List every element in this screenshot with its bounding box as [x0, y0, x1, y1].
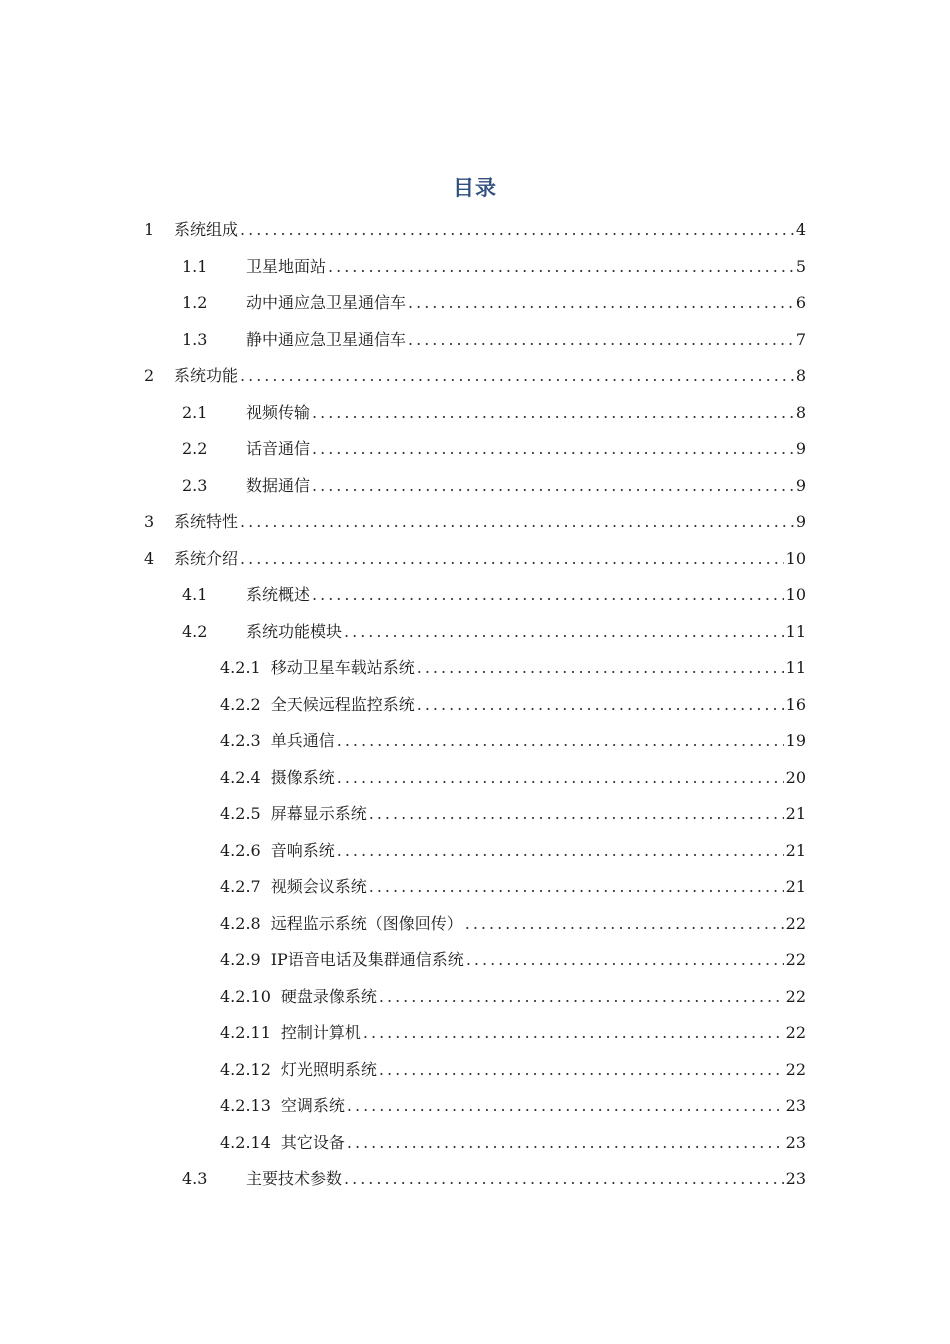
toc-entry-number: 4.2.11	[220, 1023, 271, 1042]
toc-dot-leader	[337, 723, 784, 759]
toc-entry-title: 空调系统	[280, 1096, 345, 1115]
toc-entry-number: 4.2.9	[220, 950, 261, 969]
toc-entry-page: 19	[785, 731, 806, 750]
toc-dot-leader	[379, 979, 784, 1015]
toc-entry-title: 音响系统	[270, 840, 335, 860]
toc-entry[interactable]	[144, 541, 806, 577]
toc-entry-page: 8	[795, 402, 806, 422]
toc-entry-title: 系统功能模块	[246, 621, 343, 641]
toc-dot-leader	[417, 687, 784, 723]
toc-entry-number: 1.1	[182, 256, 208, 276]
toc-dot-leader	[312, 468, 794, 504]
toc-entry[interactable]	[220, 906, 806, 942]
toc-entry-title: 数据通信	[246, 475, 311, 495]
toc-entry-page: 21	[785, 877, 806, 896]
toc-dot-leader	[240, 504, 794, 540]
toc-entry-number: 2.1	[182, 402, 208, 422]
toc-entry-title: 系统介绍	[174, 548, 239, 568]
toc-entry[interactable]	[220, 650, 806, 686]
toc-entry-page: 21	[785, 804, 806, 823]
toc-entry-title: 单兵通信	[270, 731, 335, 750]
toc-entry[interactable]	[182, 431, 806, 467]
toc-entry-page: 22	[785, 1059, 806, 1079]
toc-entry[interactable]	[182, 614, 806, 650]
toc-entry-number: 4.2.1	[220, 658, 261, 677]
toc-entry[interactable]	[220, 833, 806, 869]
toc-entry-title: IP语音电话及集群通信系统	[270, 950, 464, 969]
toc-entry[interactable]	[182, 577, 806, 613]
toc-entry-number: 4.2.6	[220, 840, 261, 860]
toc-entry[interactable]	[220, 942, 806, 978]
toc-entry-page: 9	[795, 439, 806, 458]
toc-entry[interactable]	[220, 869, 806, 905]
toc-entry[interactable]	[220, 1052, 806, 1088]
toc-dot-leader	[344, 614, 784, 650]
toc-entry[interactable]	[220, 1088, 806, 1124]
toc-entry-title: 系统组成	[174, 220, 239, 239]
toc-dot-leader	[379, 1052, 784, 1088]
toc-entry-page: 7	[795, 329, 806, 349]
toc-entry-page: 23	[785, 1096, 806, 1115]
toc-entry-number: 4.2.7	[220, 877, 261, 896]
toc-entry-title: 系统功能	[174, 366, 239, 385]
toc-entry[interactable]	[182, 285, 806, 321]
toc-entry-title: 硬盘录像系统	[280, 986, 377, 1006]
toc-entry-page: 21	[785, 840, 806, 860]
toc-dot-leader	[240, 358, 794, 394]
toc-entry[interactable]	[220, 723, 806, 759]
toc-entry-title: 动中通应急卫星通信车	[246, 293, 407, 312]
toc-entry[interactable]	[144, 358, 806, 394]
toc-entry-number: 4.2.2	[220, 694, 261, 714]
toc-entry-number: 3	[144, 512, 155, 531]
toc-dot-leader	[465, 906, 784, 942]
toc-entry-number: 4.2.13	[220, 1096, 271, 1115]
toc-entry-page: 4	[795, 220, 806, 239]
toc-entry[interactable]	[220, 796, 806, 832]
toc-entry-number: 4.2.3	[220, 731, 261, 750]
toc-entry-page: 16	[785, 694, 806, 714]
toc-entry-title: 卫星地面站	[246, 256, 327, 276]
toc-dot-leader	[363, 1015, 784, 1051]
toc-dot-leader	[240, 541, 784, 577]
toc-dot-leader	[312, 431, 794, 467]
toc-dot-leader	[337, 760, 784, 796]
toc-entry-number: 4.2.5	[220, 804, 261, 823]
toc-dot-leader	[369, 796, 784, 832]
toc-title: 目录	[453, 176, 497, 200]
toc-entry-title: 视频传输	[246, 402, 311, 422]
toc-entry-page: 20	[785, 767, 806, 787]
toc-entry-title: 摄像系统	[270, 767, 335, 787]
toc-entry-number: 4	[144, 548, 155, 568]
toc-entry-number: 2.2	[182, 439, 208, 458]
toc-entry[interactable]	[220, 1015, 806, 1051]
toc-entry-number: 2	[144, 366, 155, 385]
toc-entry[interactable]	[220, 1125, 806, 1161]
toc-dot-leader	[408, 322, 794, 358]
toc-entry-page: 22	[785, 986, 806, 1006]
toc-entry-title: 移动卫星车载站系统	[270, 658, 415, 677]
toc-entry-page: 22	[785, 1023, 806, 1042]
toc-entry-number: 2.3	[182, 475, 208, 495]
toc-entry-title: 灯光照明系统	[280, 1059, 377, 1079]
toc-entry-page: 8	[795, 366, 806, 385]
toc-entry-title: 屏幕显示系统	[270, 804, 367, 823]
toc-entry-title: 系统概述	[246, 585, 311, 604]
toc-dot-leader	[312, 395, 794, 431]
toc-entry-number: 4.2	[182, 621, 208, 641]
toc-entry[interactable]	[220, 760, 806, 796]
toc-dot-leader	[408, 285, 794, 321]
toc-entry-title: 系统特性	[174, 512, 239, 531]
toc-entry[interactable]	[182, 249, 806, 285]
toc-entry-page: 23	[785, 1169, 806, 1188]
toc-entry[interactable]	[182, 395, 806, 431]
toc-entry-page: 10	[785, 585, 806, 604]
toc-entry-page: 9	[795, 512, 806, 531]
toc-entry[interactable]	[182, 1161, 806, 1197]
toc-entry-page: 10	[785, 548, 806, 568]
toc-entry-number: 4.2.12	[220, 1059, 271, 1079]
toc-entry-page: 23	[785, 1132, 806, 1152]
toc-dot-leader	[347, 1125, 784, 1161]
toc-entry-title: 话音通信	[246, 439, 311, 458]
toc-dot-leader	[240, 212, 794, 248]
toc-dot-leader	[347, 1088, 784, 1124]
toc-entry[interactable]	[182, 322, 806, 358]
toc-entry-number: 1.3	[182, 329, 208, 349]
toc-entry-title: 其它设备	[280, 1132, 345, 1152]
toc-entry-number: 1.2	[182, 293, 208, 312]
toc-dot-leader	[369, 869, 784, 905]
toc-entry-page: 22	[785, 950, 806, 969]
toc-entry-title: 控制计算机	[280, 1023, 361, 1042]
toc-entry-number: 4.2.14	[220, 1132, 271, 1152]
toc-entry-page: 11	[785, 658, 806, 677]
toc-entry-title: 远程监示系统（图像回传）	[270, 913, 463, 933]
toc-entry-number: 1	[144, 220, 155, 239]
toc-entry-page: 22	[785, 913, 806, 933]
toc-entry-number: 4.3	[182, 1169, 208, 1188]
toc-entry-number: 4.2.4	[220, 767, 261, 787]
toc-dot-leader	[417, 650, 784, 686]
toc-entry-title: 静中通应急卫星通信车	[246, 329, 407, 349]
toc-entry-page: 6	[795, 293, 806, 312]
toc-entry-title: 视频会议系统	[270, 877, 367, 896]
toc-entry-number: 4.1	[182, 585, 208, 604]
toc-dot-leader	[337, 833, 784, 869]
toc-dot-leader	[328, 249, 794, 285]
toc-entry[interactable]	[220, 687, 806, 723]
toc-entry-title: 全天候远程监控系统	[270, 694, 415, 714]
toc-entry-title: 主要技术参数	[246, 1169, 343, 1188]
toc-entry-page: 9	[795, 475, 806, 495]
toc-dot-leader	[344, 1161, 784, 1197]
toc-entry[interactable]	[144, 212, 806, 248]
toc-entry-number: 4.2.10	[220, 986, 271, 1006]
toc-entry-number: 4.2.8	[220, 913, 261, 933]
toc-dot-leader	[312, 577, 784, 613]
toc-entry[interactable]	[144, 504, 806, 540]
toc-dot-leader	[466, 942, 784, 978]
toc-entry-page: 5	[795, 256, 806, 276]
toc-entry-page: 11	[785, 621, 806, 641]
toc-entry[interactable]	[220, 979, 806, 1015]
toc-entry[interactable]	[182, 468, 806, 504]
